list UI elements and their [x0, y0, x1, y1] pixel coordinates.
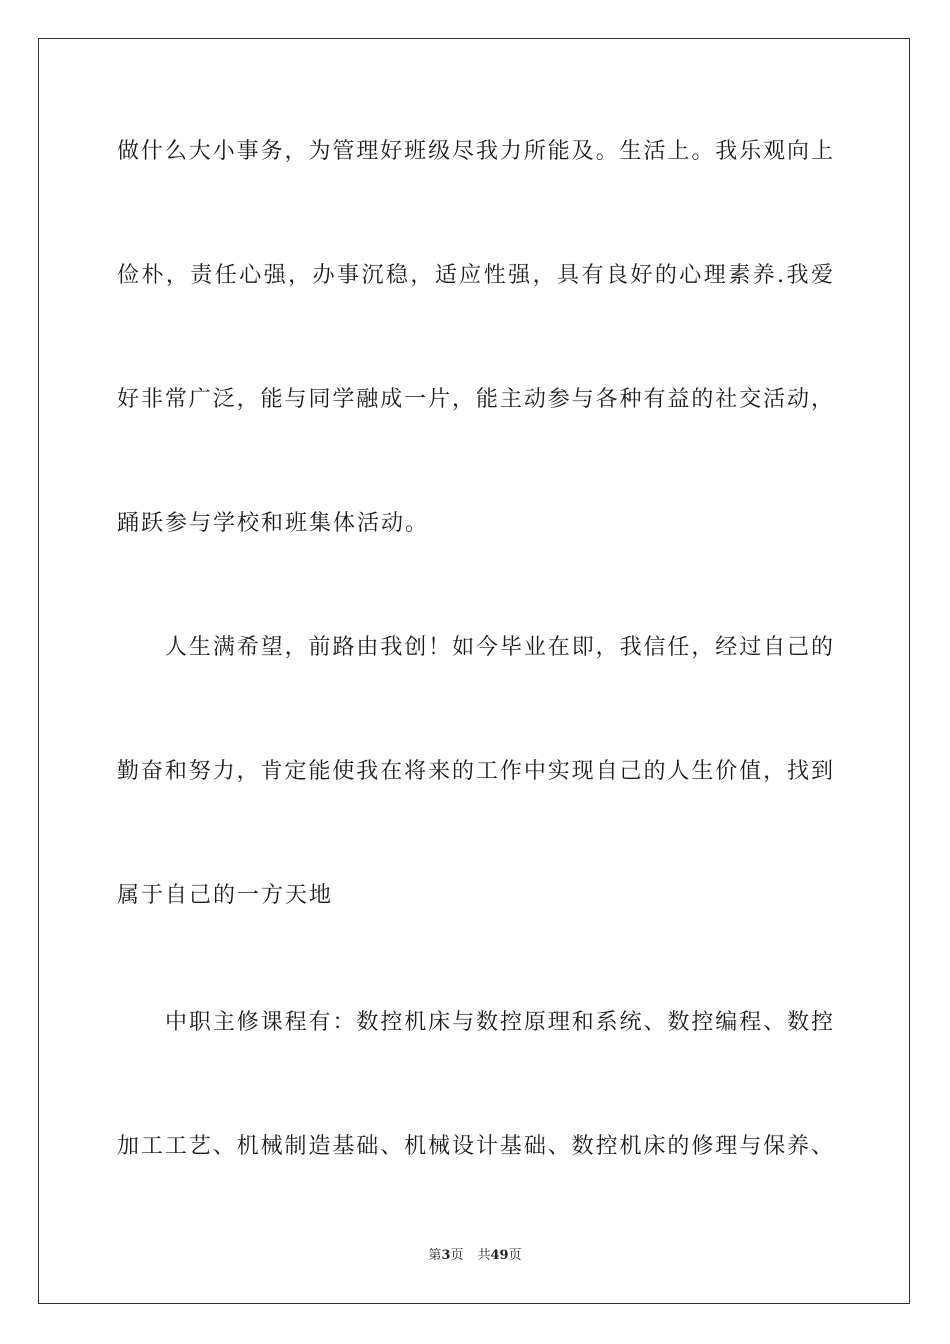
total-prefix: 共 — [477, 1248, 491, 1263]
body-line-8: 中职主修课程有：数控机床与数控原理和系统、数控编程、数控 — [165, 1010, 833, 1035]
page-frame — [38, 38, 910, 1304]
page-prefix: 第 — [428, 1248, 442, 1263]
body-line-4: 踊跃参与学校和班集体活动。 — [117, 511, 430, 536]
page-footer — [0, 1247, 950, 1265]
body-line-9: 加工工艺、机械制造基础、机械设计基础、数控机床的修理与保养、 — [117, 1134, 833, 1159]
body-line-1: 做什么大小事务，为管理好班级尽我力所能及。生活上。我乐观向上 — [117, 139, 833, 164]
total-pages: 49 — [490, 1248, 509, 1263]
body-line-5: 人生满希望，前路由我创！如今毕业在即，我信任，经过自己的 — [165, 635, 833, 660]
total-suffix: 页 — [508, 1248, 522, 1263]
page-suffix: 页 — [450, 1248, 464, 1263]
body-line-3: 好非常广泛，能与同学融成一片，能主动参与各种有益的社交活动， — [117, 387, 833, 412]
body-line-6: 勤奋和努力，肯定能使我在将来的工作中实现自己的人生价值，找到 — [117, 759, 833, 784]
page-number: 3 — [441, 1248, 451, 1263]
body-line-7: 属于自己的一方天地 — [117, 883, 334, 908]
body-line-2: 俭朴，责任心强，办事沉稳，适应性强，具有良好的心理素养.我爱 — [117, 263, 833, 288]
